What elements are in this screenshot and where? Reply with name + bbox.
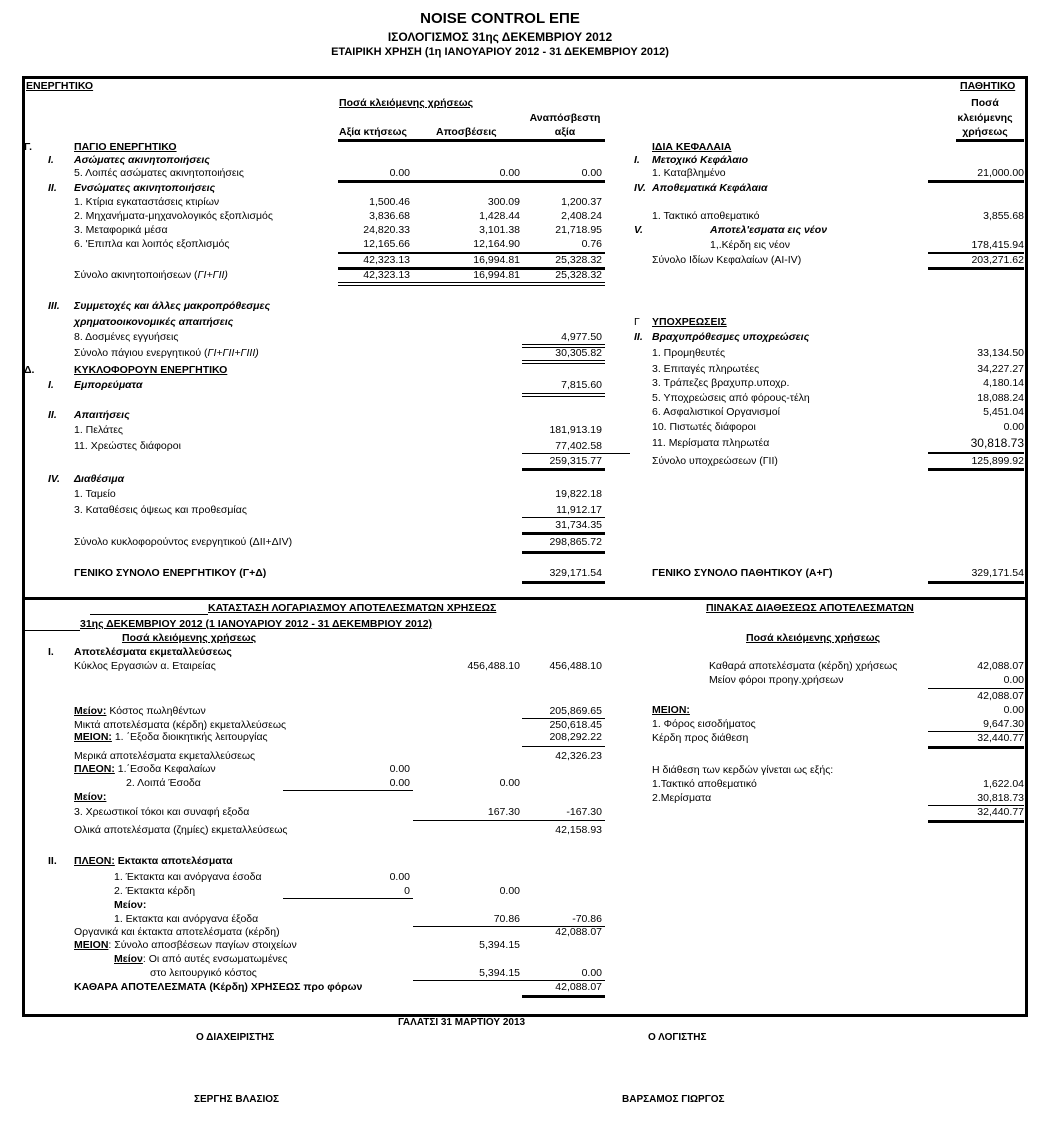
dep-value: 0.00 (499, 167, 520, 179)
dist-value: 9,647.30 (983, 718, 1024, 730)
subtotal-acq: 42,323.13 (363, 254, 410, 266)
net-value: 1,200.37 (561, 196, 602, 208)
rule (522, 551, 605, 554)
col2-value: 0.00 (499, 885, 520, 897)
col3-value: 250,618.45 (549, 719, 602, 731)
col3-value: 42,326.23 (555, 750, 602, 762)
rule (522, 581, 605, 584)
subtotal-value: 31,734.35 (555, 519, 602, 531)
rule (283, 898, 413, 899)
section-letter: Γ. (24, 141, 33, 153)
subsection-num: II. (48, 182, 57, 194)
col3-value: -167.30 (566, 806, 602, 818)
line-label (74, 731, 268, 744)
net-value-header-2: αξία (554, 126, 576, 138)
line-label: 6. 'Επιπλα και λοιπός εξοπλισμός (74, 238, 230, 250)
dist-value: 30,818.73 (977, 792, 1024, 804)
dist-value: 32,440.77 (977, 732, 1024, 744)
col2-value: 0.00 (499, 777, 520, 789)
col3-value: 208,292.22 (549, 731, 602, 743)
line-label: 1. Φόρος εισοδήματος (652, 718, 756, 730)
fixed-total-label (74, 269, 228, 282)
assets-label: ΕΝΕΡΓΗΤΙΚΟ (26, 80, 94, 92)
fixed-assets-total-formula: ΓΙ+ΓΙΙ+ΓΙΙΙ) (207, 347, 259, 359)
line-label: στο λειτουργικό κόστος (150, 967, 257, 979)
text: 1.΄Εσοδα Κεφαλαίων (114, 763, 216, 775)
line-label: 1. Εκτακτα και ανόργανα έξοδα (114, 913, 259, 925)
subsection-title: Διαθέσιμα (74, 473, 125, 485)
section-letter: Γ (634, 316, 640, 328)
net-value-header-1: Αναπόσβεστη (529, 112, 601, 124)
dist-value: 1,622.04 (983, 778, 1024, 790)
total-net: 25,328.32 (555, 269, 602, 281)
dist-value: 32,440.77 (977, 806, 1024, 818)
acq-value: 3,836.68 (369, 210, 410, 222)
subsection-title: Μετοχικό Κεφάλαιο (652, 154, 749, 166)
rule (928, 820, 1024, 823)
line-label: Οργανικά και έκτακτα αποτελέσματα (κέρδη) (74, 926, 280, 938)
fixed-total-formula: ΓΙ+ΓΙΙ) (197, 269, 228, 281)
rule (928, 746, 1024, 749)
document-subtitle: ΙΣΟΛΟΓΙΣΜΟΣ 31ης ΔΕΚΕΜΒΡΙΟΥ 2012 (387, 30, 613, 44)
manager-title: Ο ΔΙΑΧΕΙΡΙΣΤΗΣ (196, 1032, 275, 1043)
subsection-title: Συμμετοχές και άλλες μακροπρόθεσμες (74, 300, 271, 312)
prefix: ΠΛΕΟΝ: (74, 855, 115, 867)
minus-label: ΜΕΙΟΝ: (652, 704, 690, 716)
line-label: Μείον φόροι προηγ.χρήσεων (709, 674, 844, 686)
liab-value: 3,855.68 (983, 210, 1024, 222)
section-letter: Δ. (24, 364, 35, 376)
liab-value: 0.00 (1003, 421, 1024, 433)
line-label: Κέρδη προς διάθεση (652, 732, 749, 744)
distribution-amounts-header: Ποσά κλειόμενης χρήσεως (746, 632, 881, 644)
col2-value: 70.86 (493, 913, 520, 925)
subsection-title: Εμπορεύματα (74, 379, 143, 391)
rule (522, 532, 605, 535)
liab-value: 34,227.27 (977, 363, 1024, 375)
liab-value: 125,899.92 (971, 455, 1024, 467)
line-label: Μικτά αποτελέσματα (κέρδη) εκμεταλλεύσεως (74, 719, 287, 731)
line-label: 5. Λοιπές ασώματες ακινητοποιήσεις (74, 167, 244, 179)
subsection-num: I. (48, 379, 54, 391)
net-value: 77,402.58 (555, 440, 602, 452)
col2-value: 456,488.10 (467, 660, 520, 672)
net-value: 0.76 (581, 238, 602, 250)
section-title: ΠΑΓΙΟ ΕΝΕΡΓΗΤΙΚΟ (74, 141, 177, 153)
rule (522, 746, 605, 747)
accountant-title: Ο ΛΟΓΙΣΤΗΣ (648, 1032, 707, 1043)
rule (338, 180, 605, 183)
income-amounts-header: Ποσά κλειόμενης χρήσεως (122, 632, 257, 644)
subsection-num: II. (48, 409, 57, 421)
liab-header-1: Ποσά (971, 97, 999, 109)
dist-value: 42,088.07 (977, 660, 1024, 672)
subsection-num: II. (48, 855, 57, 867)
total-dep: 16,994.81 (473, 269, 520, 281)
col3-value: 456,488.10 (549, 660, 602, 672)
dep-value: 300.09 (487, 196, 520, 208)
text: : Σύνολο αποσβέσεων παγίων στοιχείων (108, 939, 297, 951)
line-label (74, 763, 216, 776)
total-acq: 42,323.13 (363, 269, 410, 281)
line-label: 1. Κτίρια εγκαταστάσεις κτιρίων (74, 196, 220, 208)
line-label: 6. Ασφαλιστικοί Οργανισμοί (652, 406, 780, 418)
dist-header: Η διάθεση των κερδών γίνεται ως εξής: (652, 764, 834, 776)
line-label: 3. Χρεωστικοί τόκοι και συναφή εξοδα (74, 806, 250, 818)
subsection-title: Αποθεματικά Κεφάλαια (652, 182, 768, 194)
line-label: 3. Καταθέσεις όψεως και προθεσμίας (74, 504, 247, 516)
income-title: ΚΑΤΑΣΤΑΣΗ ΛΟΓΑΡΙΑΣΜΟΥ ΑΠΟΤΕΛΕΣΜΑΤΩΝ ΧΡΗΣΕΩΣ (208, 602, 497, 614)
subsection-title (74, 855, 233, 868)
rule (24, 630, 80, 631)
accountant-name: ΒΑΡΣΑΜΟΣ ΓΙΩΡΓΟΣ (622, 1094, 725, 1105)
line-label: 8. Δοσμένες εγγυήσεις (74, 331, 179, 343)
subsection-title-cont: χρηματοοικονομικές απαιτήσεις (74, 316, 234, 328)
line-label (74, 705, 206, 718)
text: Κόστος πωληθέντων (106, 705, 206, 717)
col3-value: 42,088.07 (555, 926, 602, 938)
rule (928, 581, 1024, 584)
liab-value: 4,180.14 (983, 377, 1024, 389)
line-label: Κύκλος Εργασιών α. Εταιρείας (74, 660, 216, 672)
line-label: 1. Καταβλημένο (652, 167, 726, 179)
subsection-title: Βραχυπρόθεσμες υποχρεώσεις (652, 331, 810, 343)
col2-value: 167.30 (487, 806, 520, 818)
dep-value: 3,101.38 (479, 224, 520, 236)
rule (928, 468, 1024, 471)
col1-value: 0.00 (389, 871, 410, 883)
line-label: 11. Χρεώστες διάφοροι (74, 440, 181, 452)
subsection-num: I. (48, 154, 54, 166)
acq-value: 24,820.33 (363, 224, 410, 236)
line-label: 2.Μερίσματα (652, 792, 712, 804)
subsection-num: IV. (48, 473, 60, 485)
subsection-num: I. (48, 646, 54, 658)
liabilities-label: ΠΑΘΗΤΙΚΟ (960, 80, 1016, 92)
liab-value: 203,271.62 (971, 254, 1024, 266)
line-label: 1.Τακτικό αποθεματικό (652, 778, 757, 790)
col2-value: 5,394.15 (479, 967, 520, 979)
dep-value: 1,428.44 (479, 210, 520, 222)
rule (338, 285, 605, 286)
net-value: 7,815.60 (561, 379, 602, 391)
rule (338, 282, 605, 283)
line-label: 1. Έκτακτα και ανόργανα έσοδα (114, 871, 262, 883)
line-label: 1. Προμηθευτές (652, 347, 726, 359)
prefix: Μείον: (74, 705, 107, 717)
col3-value: 42,158.93 (555, 824, 602, 836)
fixed-assets-total-label (74, 347, 259, 360)
section-title: ΙΔΙΑ ΚΕΦΑΛΑΙΑ (652, 141, 732, 153)
manager-name: ΣΕΡΓΗΣ ΒΛΑΣΙΟΣ (194, 1094, 280, 1105)
net-value: 298,865.72 (549, 536, 602, 548)
line-label (74, 939, 297, 952)
distribution-title: ΠΙΝΑΚΑΣ ΔΙΑΘΕΣΕΩΣ ΑΠΟΤΕΛΕΣΜΑΤΩΝ (706, 602, 914, 614)
equity-total-label: Σύνολο Ιδίων Κεφαλαίων (ΑΙ-ΙV) (652, 254, 802, 266)
dist-value: 0.00 (1003, 674, 1024, 686)
liab-header-rule (956, 139, 1024, 142)
line-label: 5. Υποχρεώσεις από φόρους-τέλη (652, 392, 810, 404)
subsection-num: II. (634, 331, 643, 343)
subsection-num: I. (634, 154, 640, 166)
rule (522, 393, 605, 394)
rule (522, 396, 605, 397)
text: : Οι από αυτές ενσωματωμένες (142, 953, 288, 965)
net-value: 30,305.82 (555, 347, 602, 359)
place-date: ΓΑΛΑΤΣΙ 31 ΜΑΡΤΙΟΥ 2013 (398, 1017, 526, 1028)
assets-grand-total-value: 329,171.54 (549, 567, 602, 579)
subtotal-net: 25,328.32 (555, 254, 602, 266)
section-title: ΚΥΚΛΟΦΟΡΟΥΝ ΕΝΕΡΓΗΤΙΚΟ (74, 364, 228, 376)
line-label: Μερικά αποτελέσματα εκμεταλλεύσεως (74, 750, 256, 762)
prefix: ΠΛΕΟΝ: (74, 763, 115, 775)
rule (522, 453, 630, 454)
line-label: 2. Λοιπά Έσοδα (126, 777, 201, 789)
rule (522, 344, 605, 345)
subsection-num: V. (634, 224, 643, 236)
col3-value: 205,869.65 (549, 705, 602, 717)
acq-value: 12,165.66 (363, 238, 410, 250)
rule (283, 790, 413, 791)
net-value: 0.00 (581, 167, 602, 179)
subsection-title: Αποτελ'εσματα εις νέον (710, 224, 828, 236)
line-label: 3. Επιταγές πληρωτέες (652, 363, 760, 375)
rule (522, 468, 605, 471)
subsection-title: Αποτελέσματα εκμεταλλεύσεως (74, 646, 232, 658)
net-result-label: ΚΑΘΑΡΑ ΑΠΟΤΕΛΕΣΜΑΤΑ (Κέρδη) ΧΡΗΣΕΩΣ προ φόρων (74, 981, 363, 993)
dep-value: 12,164.90 (473, 238, 520, 250)
income-period: 31ης ΔΕΚΕΜΒΡΙΟΥ 2012 (1 ΙΑΝΟΥΑΡΙΟΥ 2012 - 31 ΔΕΚΕΜΒΡΙΟΥ 2012) (80, 618, 433, 630)
subsection-num: IV. (634, 182, 646, 194)
net-result-value: 42,088.07 (555, 981, 602, 993)
dep-header: Αποσβέσεις (436, 126, 497, 138)
col2-value: 5,394.15 (479, 939, 520, 951)
rule (522, 360, 605, 361)
liab-value: 178,415.94 (971, 239, 1024, 251)
line-label: 10. Πιστωτές διάφοροι (652, 421, 756, 433)
net-value: 4,977.50 (561, 331, 602, 343)
line-label: Καθαρά αποτελέσματα (κέρδη) χρήσεως (709, 660, 898, 672)
acq-header: Αξία κτήσεως (339, 126, 407, 138)
rule (522, 995, 605, 998)
line-label: 2. Μηχανήματα-μηχανολογικός εξοπλισμός (74, 210, 273, 222)
liab-grand-total-value: 329,171.54 (971, 567, 1024, 579)
line-label: 3. Μεταφορικά μέσα (74, 224, 168, 236)
line-label: 1. Ταμείο (74, 488, 116, 500)
liab-grand-total-label: ΓΕΝΙΚΟ ΣΥΝΟΛΟ ΠΑΘΗΤΙΚΟΥ (Α+Γ) (652, 567, 833, 579)
company-title: NOISE CONTROL ΕΠΕ (420, 10, 580, 27)
text: 1. ΄Εξοδα διοικητικής λειτουργίας (111, 731, 268, 743)
liab-total-label: Σύνολο υποχρεώσεων (ΓΙΙ) (652, 455, 778, 467)
prefix: ΜΕΙΟΝ (74, 939, 109, 951)
dist-value: 42,088.07 (977, 690, 1024, 702)
liab-header-2: κλειόμενης (957, 112, 1013, 124)
prefix: Μείον (114, 953, 143, 965)
rule (928, 267, 1024, 270)
col1-value: 0.00 (389, 763, 410, 775)
rule (90, 614, 208, 615)
rule (413, 820, 605, 821)
line-label: 2. Έκτακτα κέρδη (114, 885, 196, 897)
col1-value: 0 (404, 885, 410, 897)
net-value: 2,408.24 (561, 210, 602, 222)
liab-value: 5,451.04 (983, 406, 1024, 418)
line-label: Ολικά αποτελέσματα (ζημίες) εκμεταλλεύσεως (74, 824, 288, 836)
rule (522, 363, 605, 364)
liab-value: 18,088.24 (977, 392, 1024, 404)
fixed-total-text: Σύνολο ακινητοποιήσεων ( (74, 269, 198, 281)
net-value: 21,718.95 (555, 224, 602, 236)
line-label: 1. Τακτικό αποθεματικό (652, 210, 760, 222)
liab-value: 21,000.00 (977, 167, 1024, 179)
subtotal-value: 259,315.77 (549, 455, 602, 467)
net-value: 181,913.19 (549, 424, 602, 436)
liab-value: 30,818.73 (970, 436, 1024, 450)
line-label (114, 953, 288, 966)
line-label: 1. Πελάτες (74, 424, 123, 436)
fixed-assets-total-text: Σύνολο πάγιου ενεργητικού ( (74, 347, 208, 359)
col3-value: 0.00 (581, 967, 602, 979)
minus-label: Μείον: (74, 791, 107, 803)
col1-value: 0.00 (389, 777, 410, 789)
header-rule (338, 139, 605, 142)
liab-header-3: χρήσεως (962, 126, 1008, 138)
net-value: 11,912.17 (556, 504, 602, 516)
rule (522, 517, 605, 518)
subsection-title: Ενσώματες ακινητοποιήσεις (74, 182, 216, 194)
col3-value: -70.86 (572, 913, 602, 925)
assets-grand-total-label: ΓΕΝΙΚΟ ΣΥΝΟΛΟ ΕΝΕΡΓΗΤΙΚΟΥ (Γ+Δ) (74, 567, 267, 579)
minus-label: Μείον: (114, 899, 147, 911)
current-total-label: Σύνολο κυκλοφορούντος ενεργητικού (ΔΙΙ+ΔΙV) (74, 536, 293, 548)
subtotal-dep: 16,994.81 (473, 254, 520, 266)
subsection-num: III. (48, 300, 60, 312)
dist-value: 0.00 (1003, 704, 1024, 716)
subsection-title: Ασώματες ακινητοποιήσεις (74, 154, 210, 166)
rule (928, 453, 1024, 454)
acq-value: 1,500.46 (369, 196, 410, 208)
fiscal-period: ΕΤΑΙΡΙΚΗ ΧΡΗΣΗ (1η ΙΑΝΟΥΑΡΙΟΥ 2012 - 31 ΔΕΚΕΜΒΡΙΟΥ 2012) (331, 46, 669, 58)
line-label: 11. Μερίσματα πληρωτέα (652, 437, 770, 449)
line-label: 1,.Κέρδη εις νέον (710, 239, 790, 251)
subsection-title: Απαιτήσεις (74, 409, 130, 421)
liab-value: 33,134.50 (977, 347, 1024, 359)
line-label: 3. Τράπεζες βραχυπρ.υποχρ. (652, 377, 790, 389)
acq-value: 0.00 (389, 167, 410, 179)
rule (928, 180, 1024, 183)
amounts-header: Ποσά κλειόμενης χρήσεως (339, 97, 474, 109)
section-title: ΥΠΟΧΡΕΩΣΕΙΣ (652, 316, 727, 328)
rule (928, 688, 1024, 689)
net-value: 19,822.18 (555, 488, 602, 500)
text: Εκτακτα αποτελέσματα (114, 855, 233, 867)
prefix: ΜΕΙΟΝ: (74, 731, 112, 743)
